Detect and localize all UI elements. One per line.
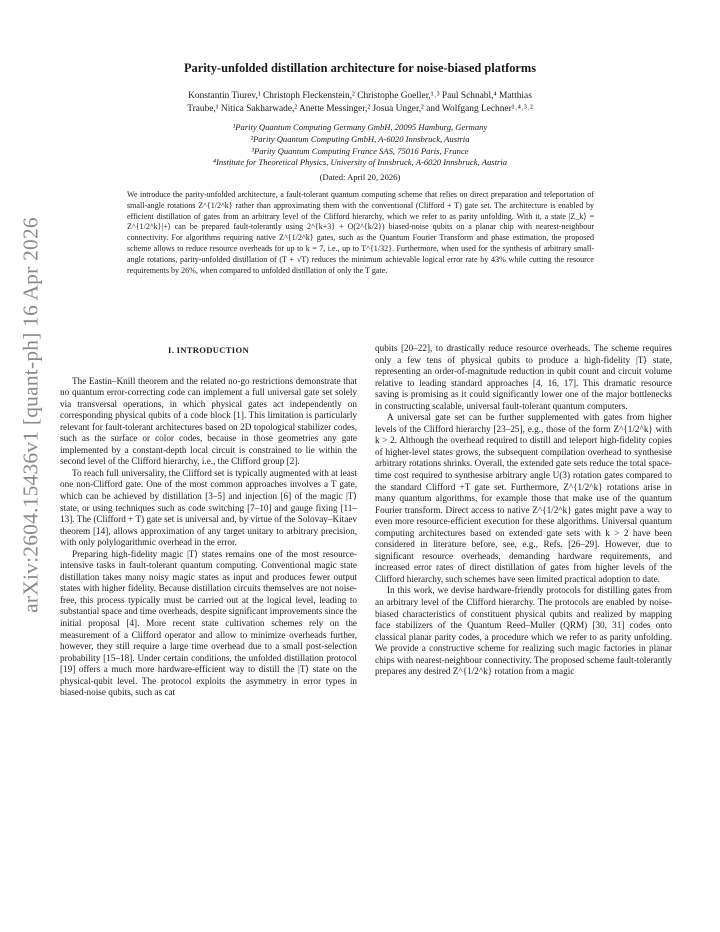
author-line: Traube,¹ Nitica Sakharwade,² Anette Messinger,² Josua Unger,² and Wolfgang Lechner¹˒⁴˒³˒² [187, 104, 533, 115]
affiliation: ¹Parity Quantum Computing Germany GmbH, 20095 Hamburg, Germany [232, 122, 488, 132]
paragraph: In this work, we devise hardware-friendly protocols for distilling gates from an arbitrary level of the Clifford hierarchy. The protocols are enabled by noise-biased characteristics of constituent physical qubits and realized by mapping face stabilizers of the Quantum Reed–Muller (QRM) [30, 31] codes onto classical planar parity codes, a procedure which we refer to as parity unfolding. We provide a constructive scheme for realizing such magic factories in planar chips with nearest-neighbour connectivity. The proposed scheme fault-tolerantly prepares any desired Z^{1/2^k} rotation from a magic [375, 585, 672, 677]
affiliation: ⁴Institute for Theoretical Physics, University of Innsbruck, A-6020 Innsbruck, Austria [212, 157, 508, 168]
abstract: We introduce the parity-unfolded architecture, a fault-tolerant quantum computing scheme that relies on direct preparation and teleportation of small-angle rotations Z^{1/2^k} rather than approximating them with the conventional (Clifford + T) gate set. The architecture is enabled by efficient distillation of gates from an arbitrary level of the Clifford hierarchy, which we refer to as parity unfolding. With it, a state |Z_k⟩ = Z^{1/2^k}|+⟩ can be prepared fault-tolerantly using 2^{k+3} + O(2^{k/2}) biased-noise qubits on a planar chip with nearest-neighbour connectivity. For algorithms requiring native Z^{1/2^k} gates, such as the Quantum Fourier Transform and phase estimation, the proposed scheme allows to reduce resource overheads for up to k = 7, i.e., up to T^{1/32}. Furthermore, when used for the synthesis of arbitrary small-angle rotations, parity-unfolded distillation of (T + √T) reduces the minimum achievable logical error rate by 43% while cutting the resource requirements by 26%, when compared to unfolded distillation of only the T gate. [127, 190, 594, 275]
left-column [60, 343, 357, 699]
affiliation-list [110, 122, 610, 169]
paragraph: To reach full universality, the Clifford set is typically augmented with at least one non-Clifford gate. One of the most common approaches involves a T gate, which can be achieved by distillation [3–5] and injection [6] of the magic |T⟩ state, or using techniques such as code switching [7–10] and gauge fixing [11–13]. The (Clifford + T) gate set is universal and, by virtue of the Solovay–Kitaev theorem [14], allows approximation of any target unitary to arbitrary precision, with only polylogarithmic overhead in the error. [60, 467, 357, 548]
affiliation: ³Parity Quantum Computing France SAS, 75016 Paris, France [251, 145, 469, 156]
paragraph: Preparing high-fidelity magic |T⟩ states remains one of the most resource-intensive tasks in fault-tolerant quantum computing. Conventional magic state distillation takes many noisy magic states as input and produces fewer output states with higher fidelity. Because distillation circuits themselves are not noise-free, this process typically must be carried out at the logical level, leading to substantial space and time overheads, despite significant improvements since the initial proposal [4]. More recent state cultivation schemes rely on the measurement of a Clifford operator and allow to minimize overheads further, however, they still require a large time overhead due to a small post-selection probability [15–18]. Under certain conditions, the unfolded distillation protocol [19] offers a much more hardware-efficient way to distill the |T⟩ state on the physical-qubit level. The protocol exploits the asymmetry in error types in biased-noise qubits, such as cat [60, 548, 357, 698]
author-list [110, 90, 610, 117]
date-line: (Dated: April 20, 2026) [319, 172, 401, 182]
paragraph: qubits [20–22], to drastically reduce resource overheads. The scheme requires only a few tens of physical qubits to produce a high-fidelity |T⟩ state, representing an order-of-magnitude reduction in qubit count and circuit volume relative to leading standard approaches [4, 16, 17]. This dramatic resource saving is promising as it could significantly lower one of the major bottlenecks in constructing scalable, universal fault-tolerant quantum computers. [375, 343, 672, 411]
arxiv-sidebar-stamp [6, 180, 56, 650]
paragraph: The Eastin–Knill theorem and the related no-go restrictions demonstrate that no quantum error-correcting code can implement a full universal gate set solely via transversal operations, in which physical gates act independently on corresponding physical qubits of a code block [1]. This limitation is particularly relevant for fault-tolerant architectures based on 2D topological stabilizer codes, such as the surface or color codes, because in those geometries any gate implemented by a constant-depth local circuit is constrained to lie within the second level of the Clifford hierarchy, i.e., the Clifford group [2]. [60, 375, 357, 467]
paper-title: Parity-unfolded distillation architecture for noise-biased platforms [183, 61, 537, 75]
paragraph: A universal gate set can be further supplemented with gates from higher levels of the Clifford hierarchy [23–25], e.g., those of the form Z^{1/2^k} with k > 2. Although the overhead required to distill and teleport high-fidelity copies of higher-level states grows, the subsequent compilation overhead to synthesise arbitrary rotations shrinks. Overall, the extended gate sets reduce the total space-time cost required to synthesise arbitrary angle U(3) rotation gates compared to the standard Clifford +T gate set. Furthermore, Z^{1/2^k} rotations arise in many quantum algorithms, for example those that make use of the quantum Fourier transform. Direct access to native Z^{1/2^k} gates might pave a way to even more resource-efficient execution for these algorithms. Universal quantum computing architectures based on extended gate sets with k > 2 have been considered in literature before, see, e.g., Refs. [26–29]. However, due to significant resource overheads, demanding hardware requirements, and increased error rates of direct distillation of gates from higher levels of the Clifford hierarchy, such schemes have seen limited practical adoption to date. [375, 412, 672, 584]
arxiv-identifier: arXiv:2604.15436v1 [quant-ph] 16 Apr 2026 [18, 217, 43, 613]
right-column [375, 343, 672, 678]
affiliation: ²Parity Quantum Computing GmbH, A-6020 Innsbruck, Austria [250, 133, 470, 144]
section-heading: I. INTRODUCTION [168, 345, 249, 355]
author-line: Konstantin Tiurev,¹ Christoph Fleckenstein,² Christophe Goeller,¹˒³ Paul Schnabl,⁴ Matthias [188, 91, 532, 101]
